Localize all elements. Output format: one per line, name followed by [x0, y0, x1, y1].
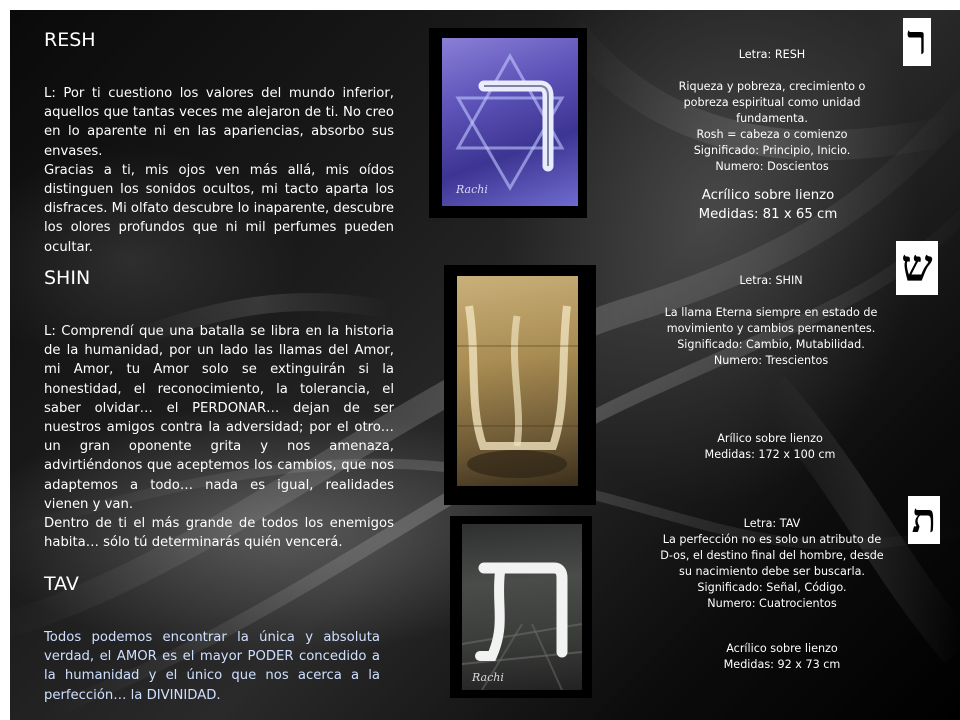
resh-info [662, 47, 882, 175]
resh-painting-art [442, 38, 578, 206]
resh-technique [670, 186, 866, 224]
resh-info-meaning: Riqueza y pobreza, crecimiento o pobreza espiritual como unidad fundamenta. [678, 80, 866, 125]
shin-heading: SHIN [44, 267, 91, 289]
shin-letter-icon: ש [896, 241, 938, 295]
tav-info-letter: Letra: TAV [743, 517, 801, 530]
shin-info-spacer [656, 289, 886, 305]
shin-text [44, 322, 394, 552]
tav-text [44, 628, 380, 705]
tav-technique [698, 641, 866, 673]
shin-paragraph-1: L: Comprendí que una batalla se libra en la historia de la humanidad, por un lado las llamas del Amor, mi Amor, tu Amor solo se extinguirán si la honestidad, el reconocimiento, la tolerancia, el saber olvidar… el PERDONAR… dejan de ser nuestros amigos contra la adversidad; por el otro…un gran oponente grita y nos amenaza, advirtiéndonos que aceptemos los cambios, que nos adaptemos a todo… nada es igual, realidades vienen y van. [44, 324, 394, 512]
resh-letter-icon: ר [903, 18, 931, 66]
shin-painting [457, 276, 578, 486]
resh-info-rosh: Rosh = cabeza o comienzo [696, 128, 848, 141]
resh-technique-medium: Acrílico sobre lienzo [701, 188, 835, 203]
shin-painting-art [457, 276, 578, 486]
resh-painting [442, 38, 578, 206]
tav-info [660, 516, 884, 612]
shin-technique-size: Medidas: 172 x 100 cm [704, 448, 836, 461]
resh-info-significado: Significado: Principio, Inicio. [693, 144, 851, 157]
shin-info-meaning: La llama Eterna siempre en estado de movimiento y cambios permanentes. [664, 306, 878, 335]
resh-technique-size: Medidas: 81 x 65 cm [698, 207, 838, 222]
resh-heading: RESH [44, 29, 96, 51]
tav-technique-size: Medidas: 92 x 73 cm [723, 658, 841, 671]
tav-technique-medium: Acrílico sobre lienzo [726, 642, 838, 655]
resh-info-letter: Letra: RESH [738, 48, 806, 61]
resh-info-spacer [662, 63, 882, 79]
tav-info-numero: Numero: Cuatrocientos [707, 597, 837, 610]
shin-technique [686, 431, 854, 463]
resh-painting-signature: Rachi [456, 183, 488, 196]
resh-paragraph-2: Gracias a ti, mis ojos ven más allá, mis oídos distinguen los sonidos ocultos, mi tacto aparta los disfraces. Mi olfato descubre lo inaparente, descubre los olores profundos que ni mil perfumes pueden ocultar. [44, 162, 394, 255]
tav-info-meaning: La perfección no es solo un atributo de D-os, el destino final del hombre, desde su nacimiento debe ser buscarla. [660, 533, 884, 578]
tav-letter-icon: ת [908, 496, 940, 544]
tav-painting-signature: Rachi [472, 671, 504, 684]
shin-info-numero: Numero: Trescientos [713, 354, 829, 367]
tav-painting [462, 524, 582, 690]
tav-heading: TAV [44, 573, 79, 595]
tav-paragraph-1: Todos podemos encontrar la única y absoluta verdad, el AMOR es el mayor PODER concedido a la humanidad y el único que nos acerca a la perfección… la DIVINIDAD. [44, 630, 380, 703]
shin-technique-medium: Arílico sobre lienzo [717, 432, 823, 445]
shin-info-letter: Letra: SHIN [739, 274, 803, 287]
tav-info-significado: Significado: Señal, Código. [697, 581, 847, 594]
shin-paragraph-2: Dentro de ti el más grande de todos los enemigos habita… sólo tú determinarás quién vencerá. [44, 516, 394, 551]
resh-info-numero: Numero: Doscientos [715, 160, 829, 173]
resh-text [44, 84, 394, 257]
shin-info [656, 273, 886, 369]
shin-info-significado: Significado: Cambio, Mutabilidad. [677, 338, 865, 351]
tav-painting-art [462, 524, 582, 690]
resh-paragraph-1: L: Por ti cuestiono los valores del mundo inferior, aquellos que tantas veces me alejaron de ti. No creo en lo aparente ni en las apariencias, absorbo sus envases. [44, 86, 394, 159]
brochure-page [10, 10, 960, 720]
